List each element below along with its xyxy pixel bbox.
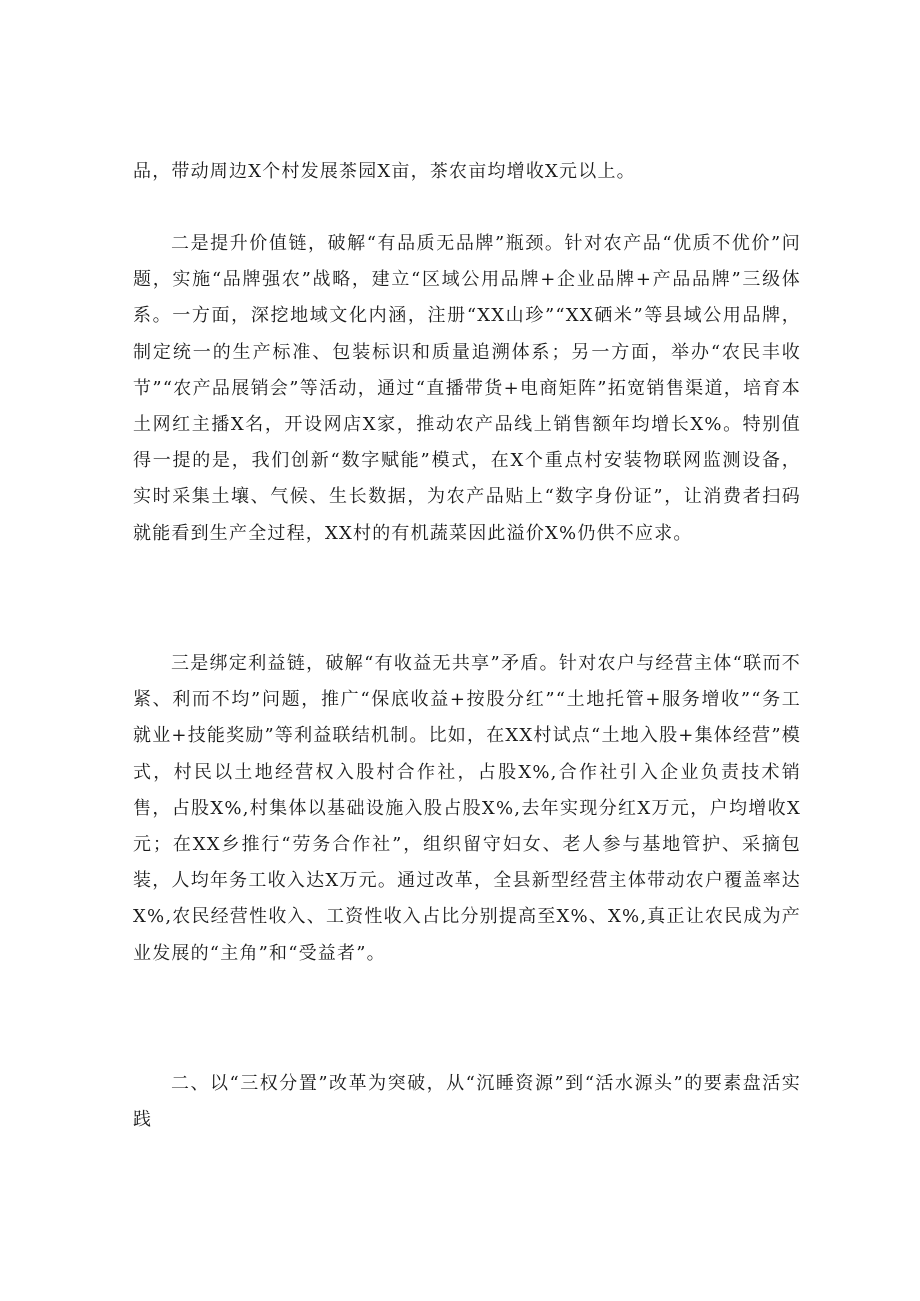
paragraph-continuation: 品，带动周边X个村发展茶园X亩，茶农亩均增收X元以上。	[133, 161, 636, 182]
section-heading: 二、以“三权分置”改革为突破，从“沉睡资源”到“活水源头”的要素盘活实践	[133, 1073, 801, 1131]
paragraph-value-chain: 二是提升价值链，破解“有品质无品牌”瓶颈。针对农产品“优质不优价”问题，实施“品牌强农”战略，建立“区域公用品牌+企业品牌+产品品牌”三级体系。一方面，深挖地域文化内涵，注册“XX山珍”“XX硒米”等县域公用品牌，制定统一的生产标准、包装标识和质量追溯体系；另一方面，举办“农民丰收节”“农产品展销会”等活动，通过“直播带货+电商矩阵”拓宽销售渠道，培育本土网红主播X名，开设网店X家，推动农产品线上销售额年均增长X%。特别值得一提的是，我们创新“数字赋能”模式，在X个重点村安装物联网监测设备，实时采集土壤、气候、生长数据，为农产品贴上“数字身份证”，让消费者扫码就能看到生产全过程，XX村的有机蔬菜因此溢价X%仍供不应求。	[133, 233, 801, 544]
paragraph-benefit-chain: 三是绑定利益链，破解“有收益无共享”矛盾。针对农户与经营主体“联而不紧、利而不均”问题，推广“保底收益+按股分红”“土地托管+服务增收”“务工就业+技能奖励”等利益联结机制。比如，在XX村试点“土地入股+集体经营”模式，村民以土地经营权入股村合作社，占股X%,合作社引入企业负责技术销售，占股X%,村集体以基础设施入股占股X%,去年实现分红X万元，户均增收X元；在XX乡推行“劳务合作社”，组织留守妇女、老人参与基地管护、采摘包装，人均年务工收入达X万元。通过改革，全县新型经营主体带动农户覆盖率达X%,农民经营性收入、工资性收入占比分别提高至X%、X%,真正让农民成为产业发展的“主角”和“受益者”。	[133, 653, 801, 964]
